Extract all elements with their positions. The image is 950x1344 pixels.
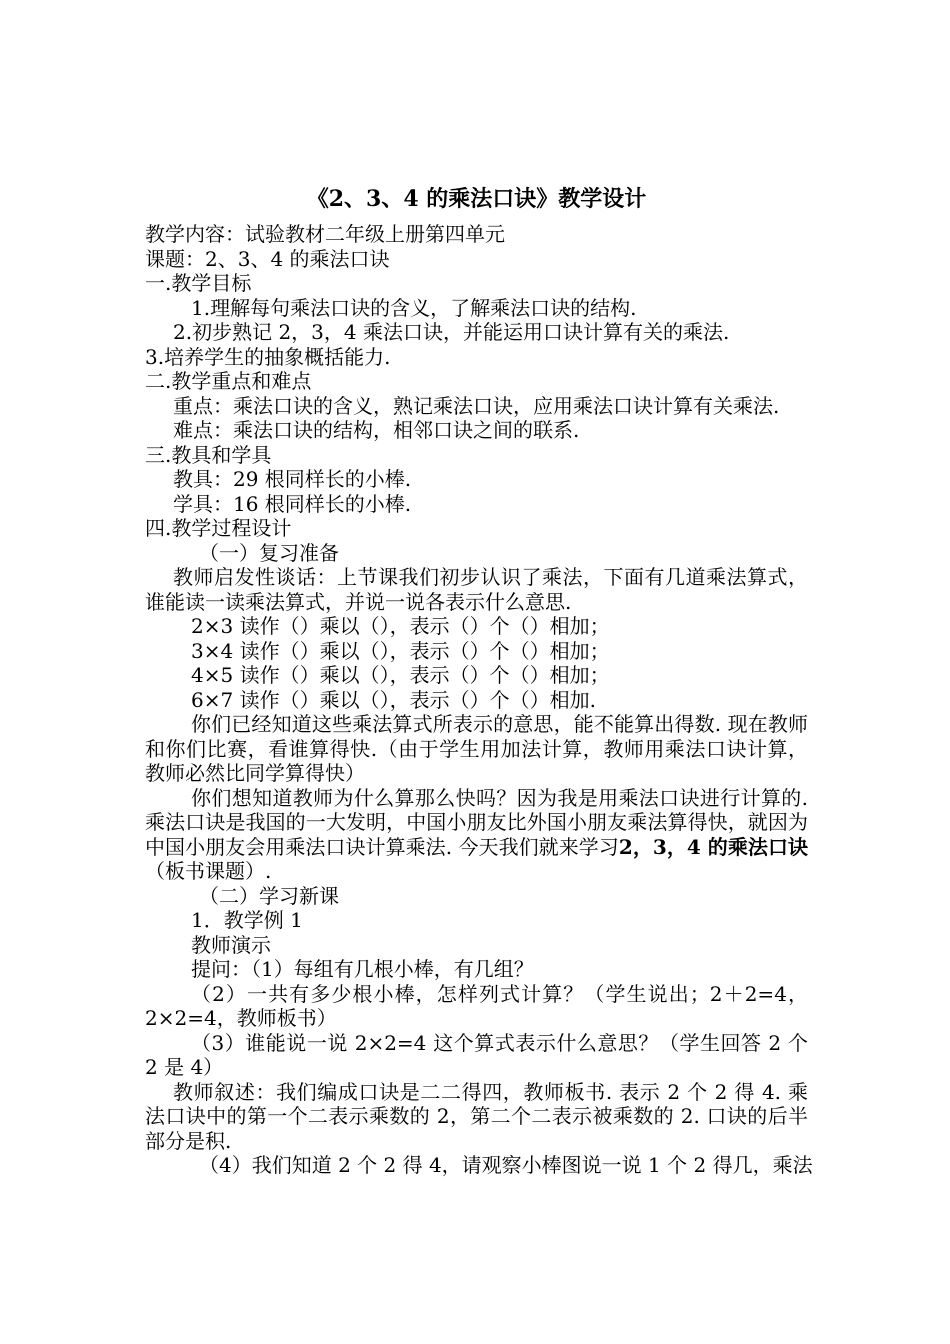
exercise-line: 4×5 读作（）乘以（），表示（）个（）相加； xyxy=(191,663,610,687)
section-3-heading: 三.教具和学具 xyxy=(145,442,272,467)
teacher-tools-line: 教具：29 根同样长的小棒. xyxy=(173,467,412,491)
part-1-heading: （一）复习准备 xyxy=(199,540,339,565)
lesson-intro-paragraph xyxy=(145,786,808,884)
exercise-line: 3×4 读作（）乘以（），表示（）个（）相加； xyxy=(191,638,610,663)
teaching-content-line: 教学内容：试验教材二年级上册第四单元 xyxy=(145,222,505,246)
topic-line: 课题：2、3、4 的乘法口诀 xyxy=(145,246,390,271)
lesson-intro-end: （板书课题）. xyxy=(145,859,272,883)
question-2: （2）一共有多少根小棒，怎样列式计算？（学生说出；2＋2=4，2×2=4，教师板书） xyxy=(145,981,808,1030)
document-title: 《2、3、4 的乘法口诀》教学设计 xyxy=(306,186,647,212)
section-4-heading: 四.教学过程设计 xyxy=(145,516,292,540)
student-tools-line: 学具：16 根同样长的小棒. xyxy=(173,491,412,516)
exercise-line: 6×7 读作（）乘以（），表示（）个（）相加. xyxy=(191,687,596,712)
objective-2: 2.初步熟记 2，3，4 乘法口诀，并能运用口诀计算有关的乘法. xyxy=(173,320,730,344)
question-3: （3）谁能说一说 2×2=4 这个算式表示什么意思？（学生回答 2 个 2 是 4） xyxy=(145,1030,808,1079)
question-1: 提问：（1）每组有几根小棒，有几组？ xyxy=(191,957,534,981)
lesson-intro-text: 你们想知道教师为什么算那么快吗？因为我是用乘法口诀进行计算的. 乘法口诀是我国的一大发明，中国小朋友比外国小朋友乘法算得快，就因为中国小朋友会用乘法口诀计算乘法. 今天我们就来学习 xyxy=(145,785,808,859)
competition-paragraph: 你们已经知道这些乘法算式所表示的意思，能不能算出得数. 现在教师和你们比赛，看谁算得快.（由于学生用加法计算，教师用乘法口诀计算，教师必然比同学算得快） xyxy=(145,712,808,785)
difficulty-paragraph: 难点：乘法口诀的结构，相邻口诀之间的联系. xyxy=(173,418,580,442)
part-2-heading: （二）学习新课 xyxy=(199,883,339,908)
key-point-paragraph: 重点：乘法口诀的含义，熟记乘法口诀，应用乘法口诀计算有关乘法. xyxy=(173,393,780,418)
lesson-topic-bold: 2，3，4 的乘法口诀 xyxy=(618,834,808,859)
teacher-demo-line: 教师演示 xyxy=(191,932,271,957)
objective-3: 3.培养学生的抽象概括能力. xyxy=(145,344,391,369)
exercise-line: 2×3 读作（）乘以（），表示（）个（）相加； xyxy=(191,614,610,638)
example-1-heading: 1．教学例 1 xyxy=(191,908,303,932)
section-2-heading: 二.教学重点和难点 xyxy=(145,369,312,393)
review-intro-paragraph: 教师启发性谈话：上节课我们初步认识了乘法，下面有几道乘法算式，谁能读一读乘法算式，并说一说各表示什么意思. xyxy=(145,565,808,614)
section-1-heading: 一.教学目标 xyxy=(145,271,252,295)
question-4: （4）我们知道 2 个 2 得 4，请观察小棒图说一说 1 个 2 得几，乘法 xyxy=(199,1153,813,1177)
document-body xyxy=(145,184,813,1178)
teacher-narration-paragraph: 教师叙述：我们编成口诀是二二得四，教师板书. 表示 2 个 2 得 4. 乘法口诀中的第一个二表示乘数的 2，第二个二表示被乘数的 2. 口诀的后半部分是积. xyxy=(145,1079,808,1153)
objective-1: 1.理解每句乘法口诀的含义，了解乘法口诀的结构. xyxy=(191,295,637,320)
